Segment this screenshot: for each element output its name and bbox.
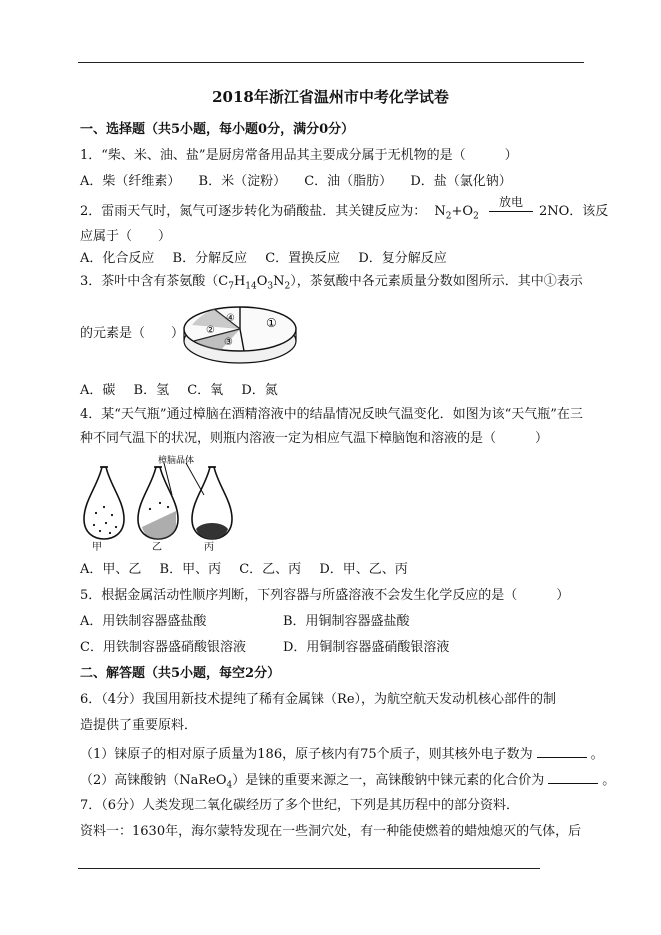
q5-option-b[interactable]: B．用铜制容器盛盐酸 [283,614,410,629]
pie-label-2: ② [206,325,215,336]
q6-answer-blank-2[interactable] [548,771,598,784]
q1-stem: 1．“柴、米、油、盐”是厨房常备用品其主要成分属于无机物的是（ ） [80,148,518,163]
label-jia: 甲 [92,542,102,551]
pie-chart-figure [180,297,300,369]
q2-option-a[interactable]: A．化合反应 [80,251,155,266]
q6-answer-blank-1[interactable] [537,745,587,758]
bottom-rule [78,868,540,869]
q4-option-d[interactable]: D．甲、乙、丙 [319,562,408,577]
figure-caption-camphor: 樟脑晶体 [158,456,195,466]
q2-option-b[interactable]: B．分解反应 [172,251,248,266]
q3-options [80,382,292,400]
label-yi: 乙 [152,542,162,551]
q5-option-a[interactable]: A．用铁制容器盛盐酸 [80,614,207,629]
pie-label-4: ④ [226,313,235,324]
q3-stem: 3．茶叶中含有茶氨酸$(C_7H_{14}O_3N_2)$，茶氨酸中各元素质量分数如图所示．其中①表示 [80,274,583,292]
q3-stem-line2: 的元素是（ ） [80,326,185,341]
q3-option-c[interactable]: C．氧 [187,383,224,398]
page-title: 2018年浙江省温州市中考化学试卷 [212,88,449,106]
q1-option-b[interactable]: B．米（淀粉） [198,174,287,189]
q2-option-d[interactable]: D．复分解反应 [358,251,447,266]
q4-stem-line1: 4．某“天气瓶”通过樟脑在酒精溶液中的结晶情况反映气温变化．如图为该“天气瓶”在三 [80,407,583,422]
label-bing: 丙 [204,542,214,551]
q4-option-a[interactable]: A．甲、乙 [80,562,142,577]
q2-option-c[interactable]: C．置换反应 [265,251,341,266]
weather-bottle-figure [76,455,246,551]
q2-options [80,250,461,268]
q1-option-a[interactable]: A．柴（纤维素） [80,174,181,189]
q7-material1: 资料一：1630年，海尔蒙特发现在一些洞穴处，有一种能使燃着的蜡烛熄灭的气体，后 [80,824,582,839]
arrow-label: 放电 [498,195,523,209]
q6-part2: （2）高铼酸钠（NaReO$_4$）是铼的重要来源之一，高铼酸钠中铼元素的化合价为 。 [80,773,616,791]
pie-label-3: ③ [224,337,233,348]
q1-options [80,173,526,191]
pie-label-1: ① [266,316,277,330]
top-rule [78,62,584,63]
q5-option-d[interactable]: D．用铜制容器盛硝酸银溶液 [283,640,450,655]
q3-option-b[interactable]: B．氢 [133,383,170,398]
bottle-bing [192,467,232,539]
q2-equation: $N_2+O_2$ 放电 2NO．该反 [434,195,609,222]
q3-option-a[interactable]: A．碳 [80,383,116,398]
q1-option-c[interactable]: C．油（脂肪） [304,174,393,189]
q4-options [80,561,422,579]
section1-heading: 一、选择题（共5小题，每小题0分，满分0分） [80,122,355,137]
q3-option-d[interactable]: D．氮 [241,383,278,398]
q4-stem-line2: 种不同气温下的状况，则瓶内溶液一定为相应气温下樟脑饱和溶液的是（ ） [80,431,549,446]
q2-stem-text: 2．雷雨天气时，氮气可逐步转化为硝酸盐．其关键反应为： [80,204,427,219]
bottle-jia [84,467,124,539]
q4-option-c[interactable]: C．乙、丙 [239,562,302,577]
q6-stem-line1: 6．（4分）我国用新技术提纯了稀有金属铼（Re），为航空航天发动机核心部件的制 [80,692,557,707]
q1-option-d[interactable]: D．盐（氯化钠） [410,174,512,189]
section2-heading: 二、解答题（共5小题，每空2分） [80,666,281,681]
q7-stem: 7．（6分）人类发现二氧化碳经历了多个世纪，下列是其历程中的部分资料． [80,798,520,813]
q2-stem [80,195,609,226]
reaction-arrow [489,195,533,221]
bottle-yi [138,467,178,539]
q5-stem: 5．根据金属活动性顺序判断，下列容器与所盛溶液不会发生化学反应的是（ ） [80,588,570,603]
q6-stem-line2: 造提供了重要原料． [80,718,198,733]
q2-stem-line2: 应属于（ ） [80,229,172,244]
q5-option-c[interactable]: C．用铁制容器盛硝酸银溶液 [80,640,246,655]
q4-option-b[interactable]: B．甲、丙 [159,562,222,577]
q6-part1: （1）铼原子的相对原子质量为186，原子核内有75个质子，则其核外电子数为 。 [80,747,604,762]
